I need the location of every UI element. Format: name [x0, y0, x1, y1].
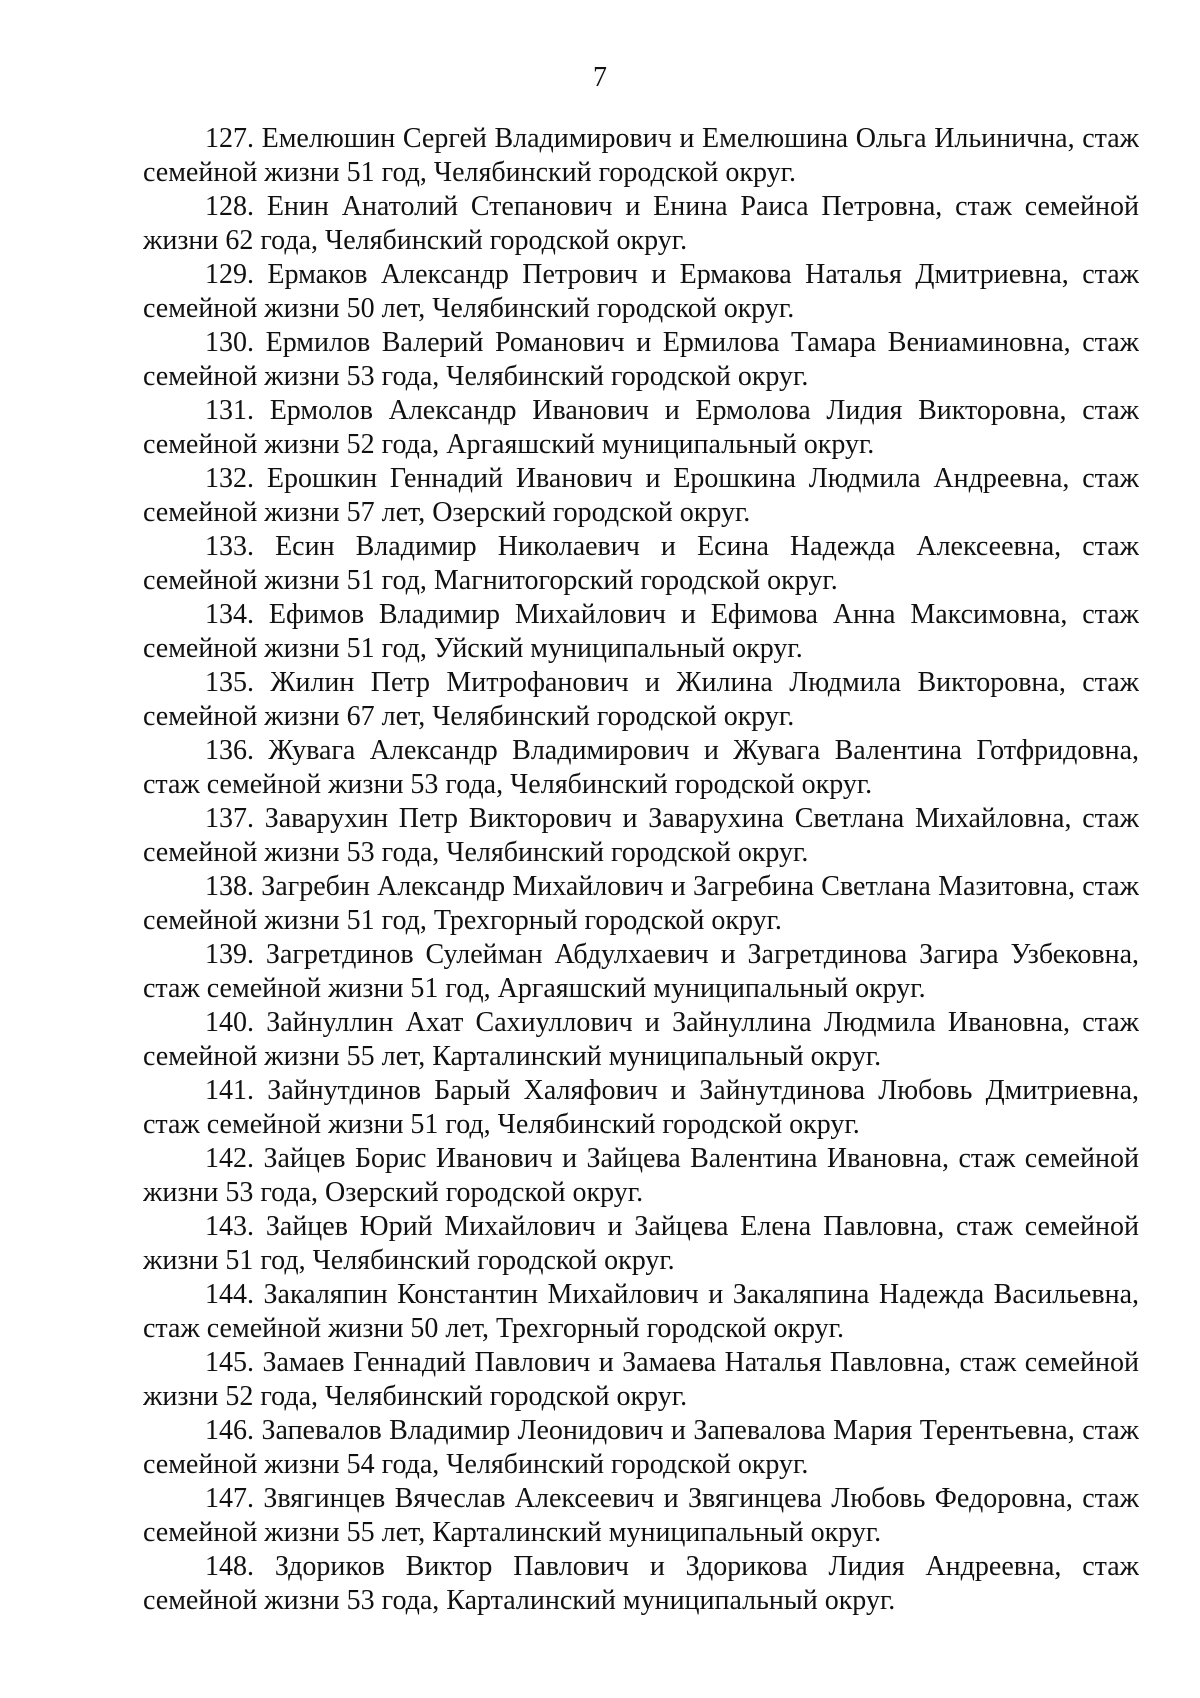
- list-item: 127. Емелюшин Сергей Владимирович и Емелюшина Ольга Ильинична, стаж семейной жизни 51 год, Челябинский городской округ.: [143, 123, 1139, 188]
- entry-list: [143, 122, 1139, 1618]
- list-item: 128. Енин Анатолий Степанович и Енина Раиса Петровна, стаж семейной жизни 62 года, Челябинский городской округ.: [143, 191, 1139, 256]
- list-item: 130. Ермилов Валерий Романович и Ермилова Тамара Вениаминовна, стаж семейной жизни 53 года, Челябинский городской округ.: [143, 327, 1139, 392]
- list-item: 138. Загребин Александр Михайлович и Загребина Светлана Мазитовна, стаж семейной жизни 51 год, Трехгорный городской округ.: [143, 871, 1139, 936]
- list-item: 143. Зайцев Юрий Михайлович и Зайцева Елена Павловна, стаж семейной жизни 51 год, Челябинский городской округ.: [143, 1211, 1139, 1276]
- list-item: 148. Здориков Виктор Павлович и Здорикова Лидия Андреевна, стаж семейной жизни 53 года, Карталинский муниципальный округ.: [143, 1551, 1139, 1616]
- list-item: 147. Звягинцев Вячеслав Алексеевич и Звягинцева Любовь Федоровна, стаж семейной жизни 55 лет, Карталинский муниципальный округ.: [143, 1483, 1139, 1548]
- list-item: 139. Загретдинов Сулейман Абдулхаевич и Загретдинова Загира Узбековна, стаж семейной жизни 51 год, Аргаяшский муниципальный округ.: [143, 939, 1139, 1004]
- list-item: 140. Зайнуллин Ахат Сахиуллович и Зайнуллина Людмила Ивановна, стаж семейной жизни 55 лет, Карталинский муниципальный округ.: [143, 1007, 1139, 1072]
- list-item: 146. Запевалов Владимир Леонидович и Запевалова Мария Терентьевна, стаж семейной жизни 54 года, Челябинский городской округ.: [143, 1415, 1139, 1480]
- list-item: 145. Замаев Геннадий Павлович и Замаева Наталья Павловна, стаж семейной жизни 52 года, Челябинский городской округ.: [143, 1347, 1139, 1412]
- list-item: 144. Закаляпин Константин Михайлович и Закаляпина Надежда Васильевна, стаж семейной жизни 50 лет, Трехгорный городской округ.: [143, 1279, 1139, 1344]
- list-item: 134. Ефимов Владимир Михайлович и Ефимова Анна Максимовна, стаж семейной жизни 51 год, Уйский муниципальный округ.: [143, 599, 1139, 664]
- list-item: 133. Есин Владимир Николаевич и Есина Надежда Алексеевна, стаж семейной жизни 51 год, Магнитогорский городской округ.: [143, 531, 1139, 596]
- list-item: 129. Ермаков Александр Петрович и Ермакова Наталья Дмитриевна, стаж семейной жизни 50 лет, Челябинский городской округ.: [143, 259, 1139, 324]
- list-item: 137. Заварухин Петр Викторович и Заварухина Светлана Михайловна, стаж семейной жизни 53 года, Челябинский городской округ.: [143, 803, 1139, 868]
- list-item: 131. Ермолов Александр Иванович и Ермолова Лидия Викторовна, стаж семейной жизни 52 года, Аргаяшский муниципальный округ.: [143, 395, 1139, 460]
- list-item: 136. Жувага Александр Владимирович и Жувага Валентина Готфридовна, стаж семейной жизни 53 года, Челябинский городской округ.: [143, 735, 1139, 800]
- list-item: 132. Ерошкин Геннадий Иванович и Ерошкина Людмила Андреевна, стаж семейной жизни 57 лет, Озерский городской округ.: [143, 463, 1139, 528]
- list-item: 135. Жилин Петр Митрофанович и Жилина Людмила Викторовна, стаж семейной жизни 67 лет, Челябинский городской округ.: [143, 667, 1139, 732]
- page-number: 7: [593, 62, 607, 93]
- list-item: 141. Зайнутдинов Барый Халяфович и Зайнутдинова Любовь Дмитриевна, стаж семейной жизни 51 год, Челябинский городской округ.: [143, 1075, 1139, 1140]
- list-item: 142. Зайцев Борис Иванович и Зайцева Валентина Ивановна, стаж семейной жизни 53 года, Озерский городской округ.: [143, 1143, 1139, 1208]
